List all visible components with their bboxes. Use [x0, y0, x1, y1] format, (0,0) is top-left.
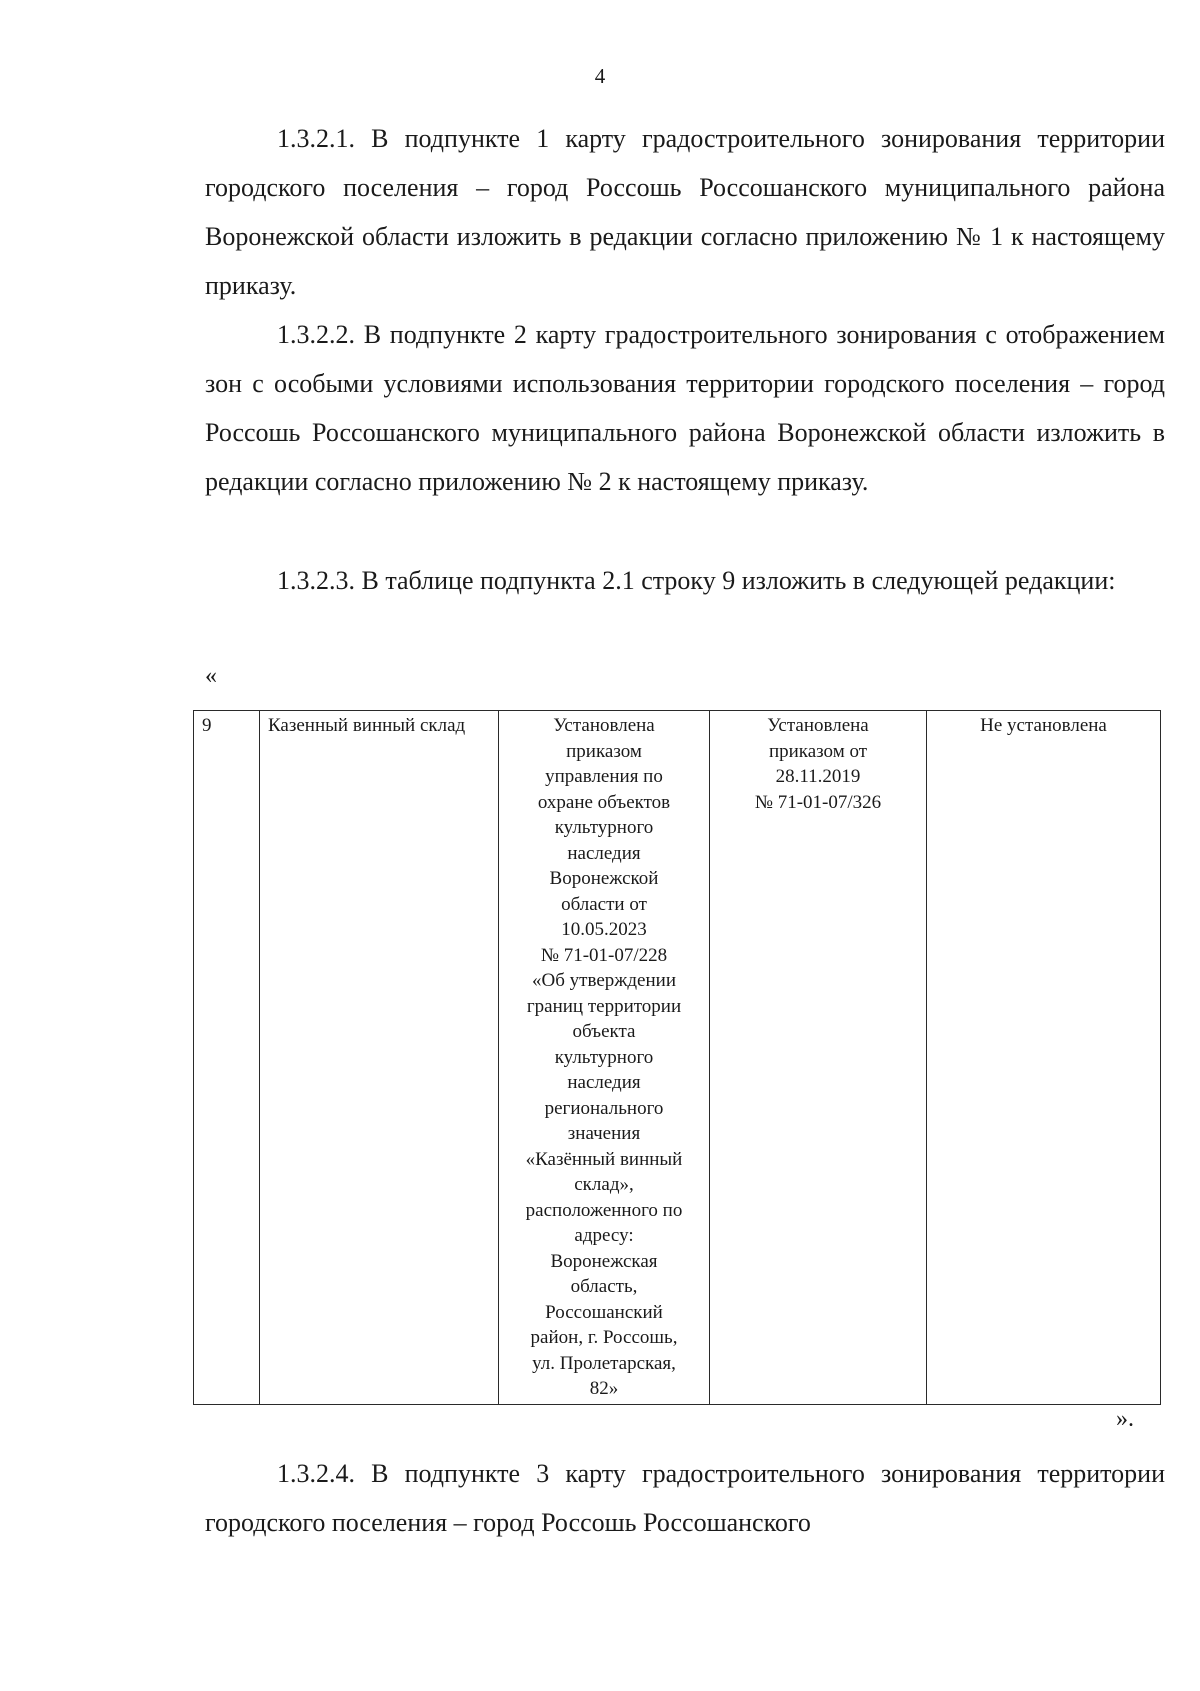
cell-line: область,: [570, 1276, 638, 1297]
cell-line: 28.11.2019: [775, 766, 861, 787]
table-row: [194, 711, 1161, 1405]
cell-line: «Об утверждении: [532, 970, 676, 991]
cell-line: «Казённый винный: [525, 1148, 683, 1170]
cell-line: приказом: [566, 740, 642, 762]
paragraph-1-3-2-1: 1.3.2.1. В подпункте 1 карту градостроительного зонирования территории городского поселения – город Россошь Россошанского муниципального района Воронежской области изложить в редакции согласно приложению № 1 к настоящему приказу.: [205, 124, 1165, 300]
cell-line: объекта: [572, 1021, 636, 1042]
cell-line: 10.05.2023: [561, 919, 647, 940]
cell-line: Россошанский: [545, 1301, 663, 1323]
cell-line: 82»: [589, 1378, 619, 1399]
cell-row-number: 9: [194, 711, 260, 1405]
cell-line: культурного: [554, 1046, 654, 1068]
cell-line: Воронежская: [550, 1250, 658, 1272]
paragraph-1-3-2-2: 1.3.2.2. В подпункте 2 карту градостроительного зонирования с отображением зон с особыми условиями использования территории городского поселения – город Россошь Россошанского муниципального района Воронежской области изложить в редакции согласно приложению № 2 к настоящему приказу.: [205, 320, 1165, 496]
cell-zone-not-established: Не установлена: [927, 711, 1161, 1405]
cell-object-name: Казенный винный склад: [260, 711, 499, 1405]
cell-line: Воронежской: [549, 868, 659, 889]
cell-line: Установлена: [767, 715, 869, 736]
cell-territory-established: [499, 711, 710, 1405]
paragraph-1-3-2-3: 1.3.2.3. В таблице подпункта 2.1 строку 9 изложить в следующей редакции:: [277, 566, 1116, 595]
cell-line: № 71-01-07/228: [540, 944, 668, 966]
cell-line: регионального: [544, 1097, 664, 1119]
cell-zone-established: [710, 711, 927, 1405]
cell-line: Установлена: [553, 715, 655, 736]
cell-line: управления по: [545, 766, 663, 787]
paragraph-1-3-2-4: 1.3.2.4. В подпункте 3 карту градостроительного зонирования территории городского поселения – город Россошь Россошанского: [205, 1459, 1165, 1537]
page-number: 4: [594, 64, 606, 88]
cell-line: области от: [561, 893, 647, 915]
cell-line: расположенного по: [525, 1199, 683, 1221]
cell-line: № 71-01-07/326: [754, 791, 882, 813]
cell-line: наследия: [567, 842, 641, 864]
cell-line: район, г. Россошь,: [530, 1327, 678, 1348]
cell-line: значения: [567, 1123, 641, 1144]
cell-line: границ территории: [526, 995, 682, 1017]
closing-quote: ».: [1116, 1406, 1134, 1432]
cell-line: склад»,: [574, 1174, 634, 1195]
cell-line: охране объектов: [537, 791, 671, 813]
cell-line: приказом от: [768, 740, 868, 762]
opening-quote: «: [205, 663, 217, 689]
zone-table: [193, 710, 1161, 1405]
cell-line: культурного: [554, 817, 654, 838]
cell-line: ул. Пролетарская,: [532, 1352, 676, 1374]
cell-line: наследия: [567, 1072, 641, 1093]
cell-line: адресу:: [574, 1225, 634, 1246]
